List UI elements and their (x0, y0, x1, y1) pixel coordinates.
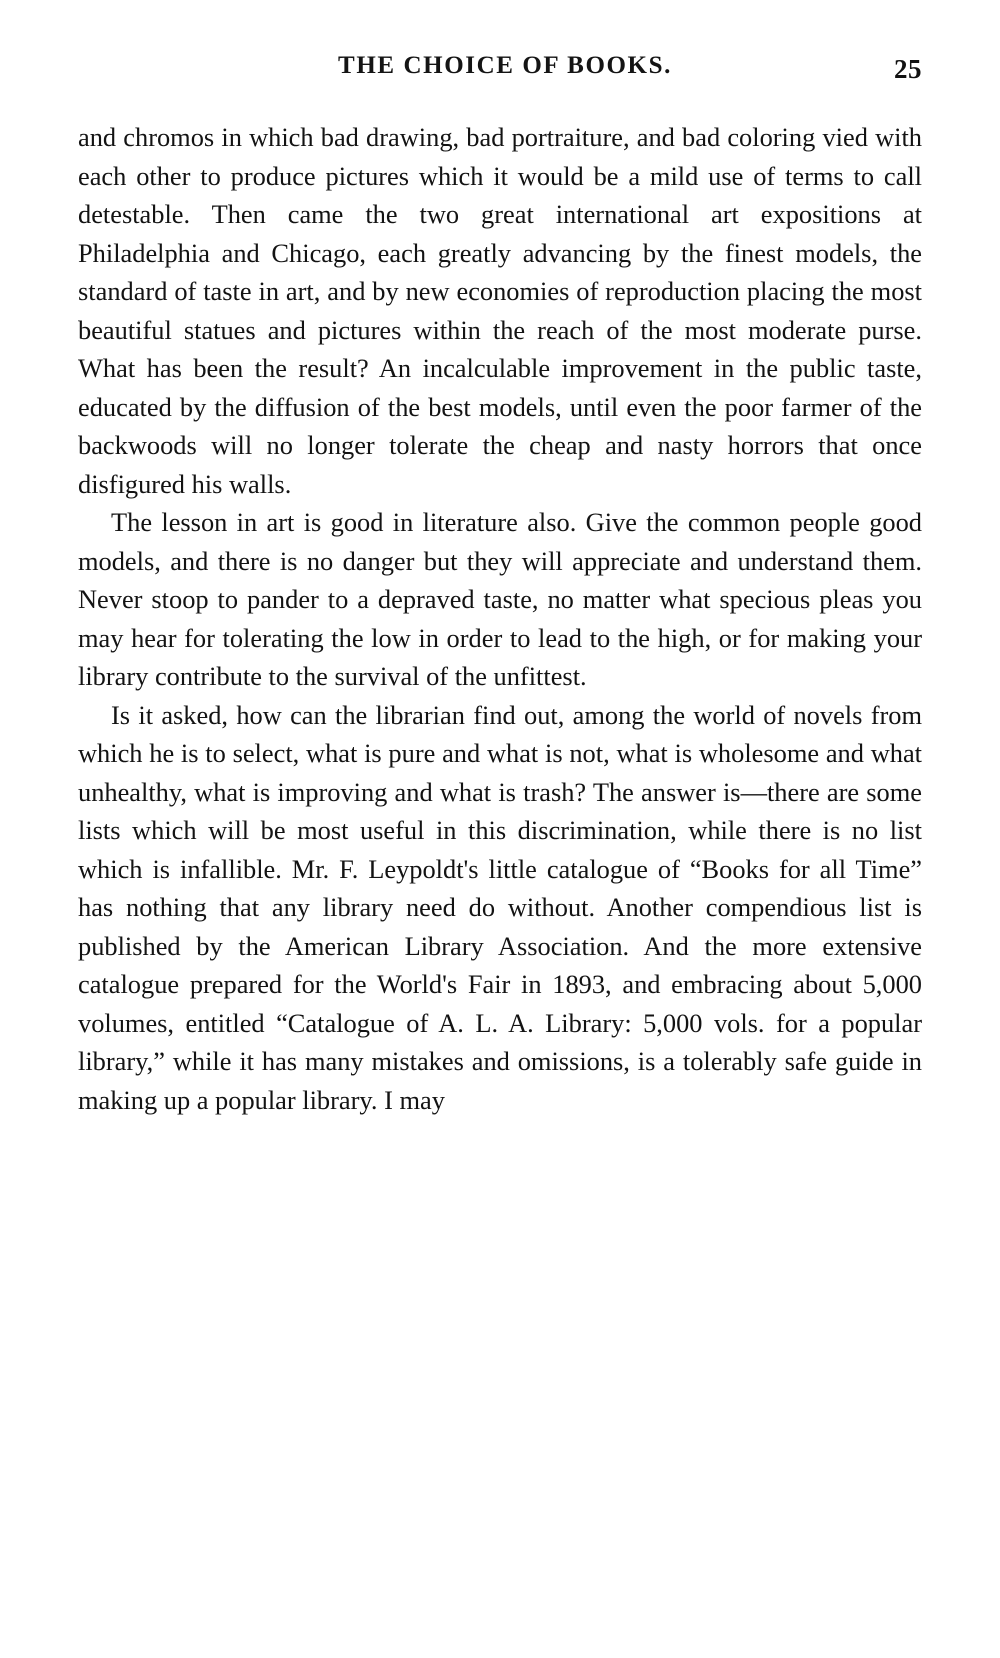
paragraph-3: Is it asked, how can the librarian find out, among the world of novels from which he is to select, what is pure and what is not, what is wholesome and what unhealthy, what is improving and what is trash? The answer is—there are some lists which will be most useful in this discrimination, while there is no list which is infallible. Mr. F. Leypoldt's little catalogue of “Books for all Time” has nothing that any library need do without. Another compendious list is published by the American Library Association. And the more extensive catalogue prepared for the World's Fair in 1893, and embracing about 5,000 volumes, entitled “Catalogue of A. L. A. Library: 5,000 vols. for a popular library,” while it has many mistakes and omissions, is a tolerably safe guide in making up a popular library. I may (78, 699, 922, 1115)
running-head-title: THE CHOICE OF BOOKS. (338, 52, 672, 79)
paragraph-1: and chromos in which bad drawing, bad portraiture, and bad coloring vied with each other to produce pictures which it would be a mild use of terms to call detestable. Then came the two great international art expositions at Philadelphia and Chicago, each greatly advancing by the finest models, the standard of taste in art, and by new economies of reproduction placing the most beautiful statues and pictures within the reach of the most moderate purse. What has been the result? An incalculable improvement in the public taste, educated by the diffusion of the best models, until even the poor farmer of the backwoods will no longer tolerate the cheap and nasty horrors that once disfigured his walls. (78, 122, 922, 499)
page-body (78, 118, 922, 1119)
running-head (78, 52, 922, 92)
page-number: 25 (894, 54, 922, 84)
paragraph-2: The lesson in art is good in literature also. Give the common people good models, and there is no danger but they will appreciate and understand them. Never stoop to pander to a depraved taste, no matter what specious pleas you may hear for tolerating the low in order to lead to the high, or for making your library contribute to the survival of the unfittest. (78, 507, 922, 691)
